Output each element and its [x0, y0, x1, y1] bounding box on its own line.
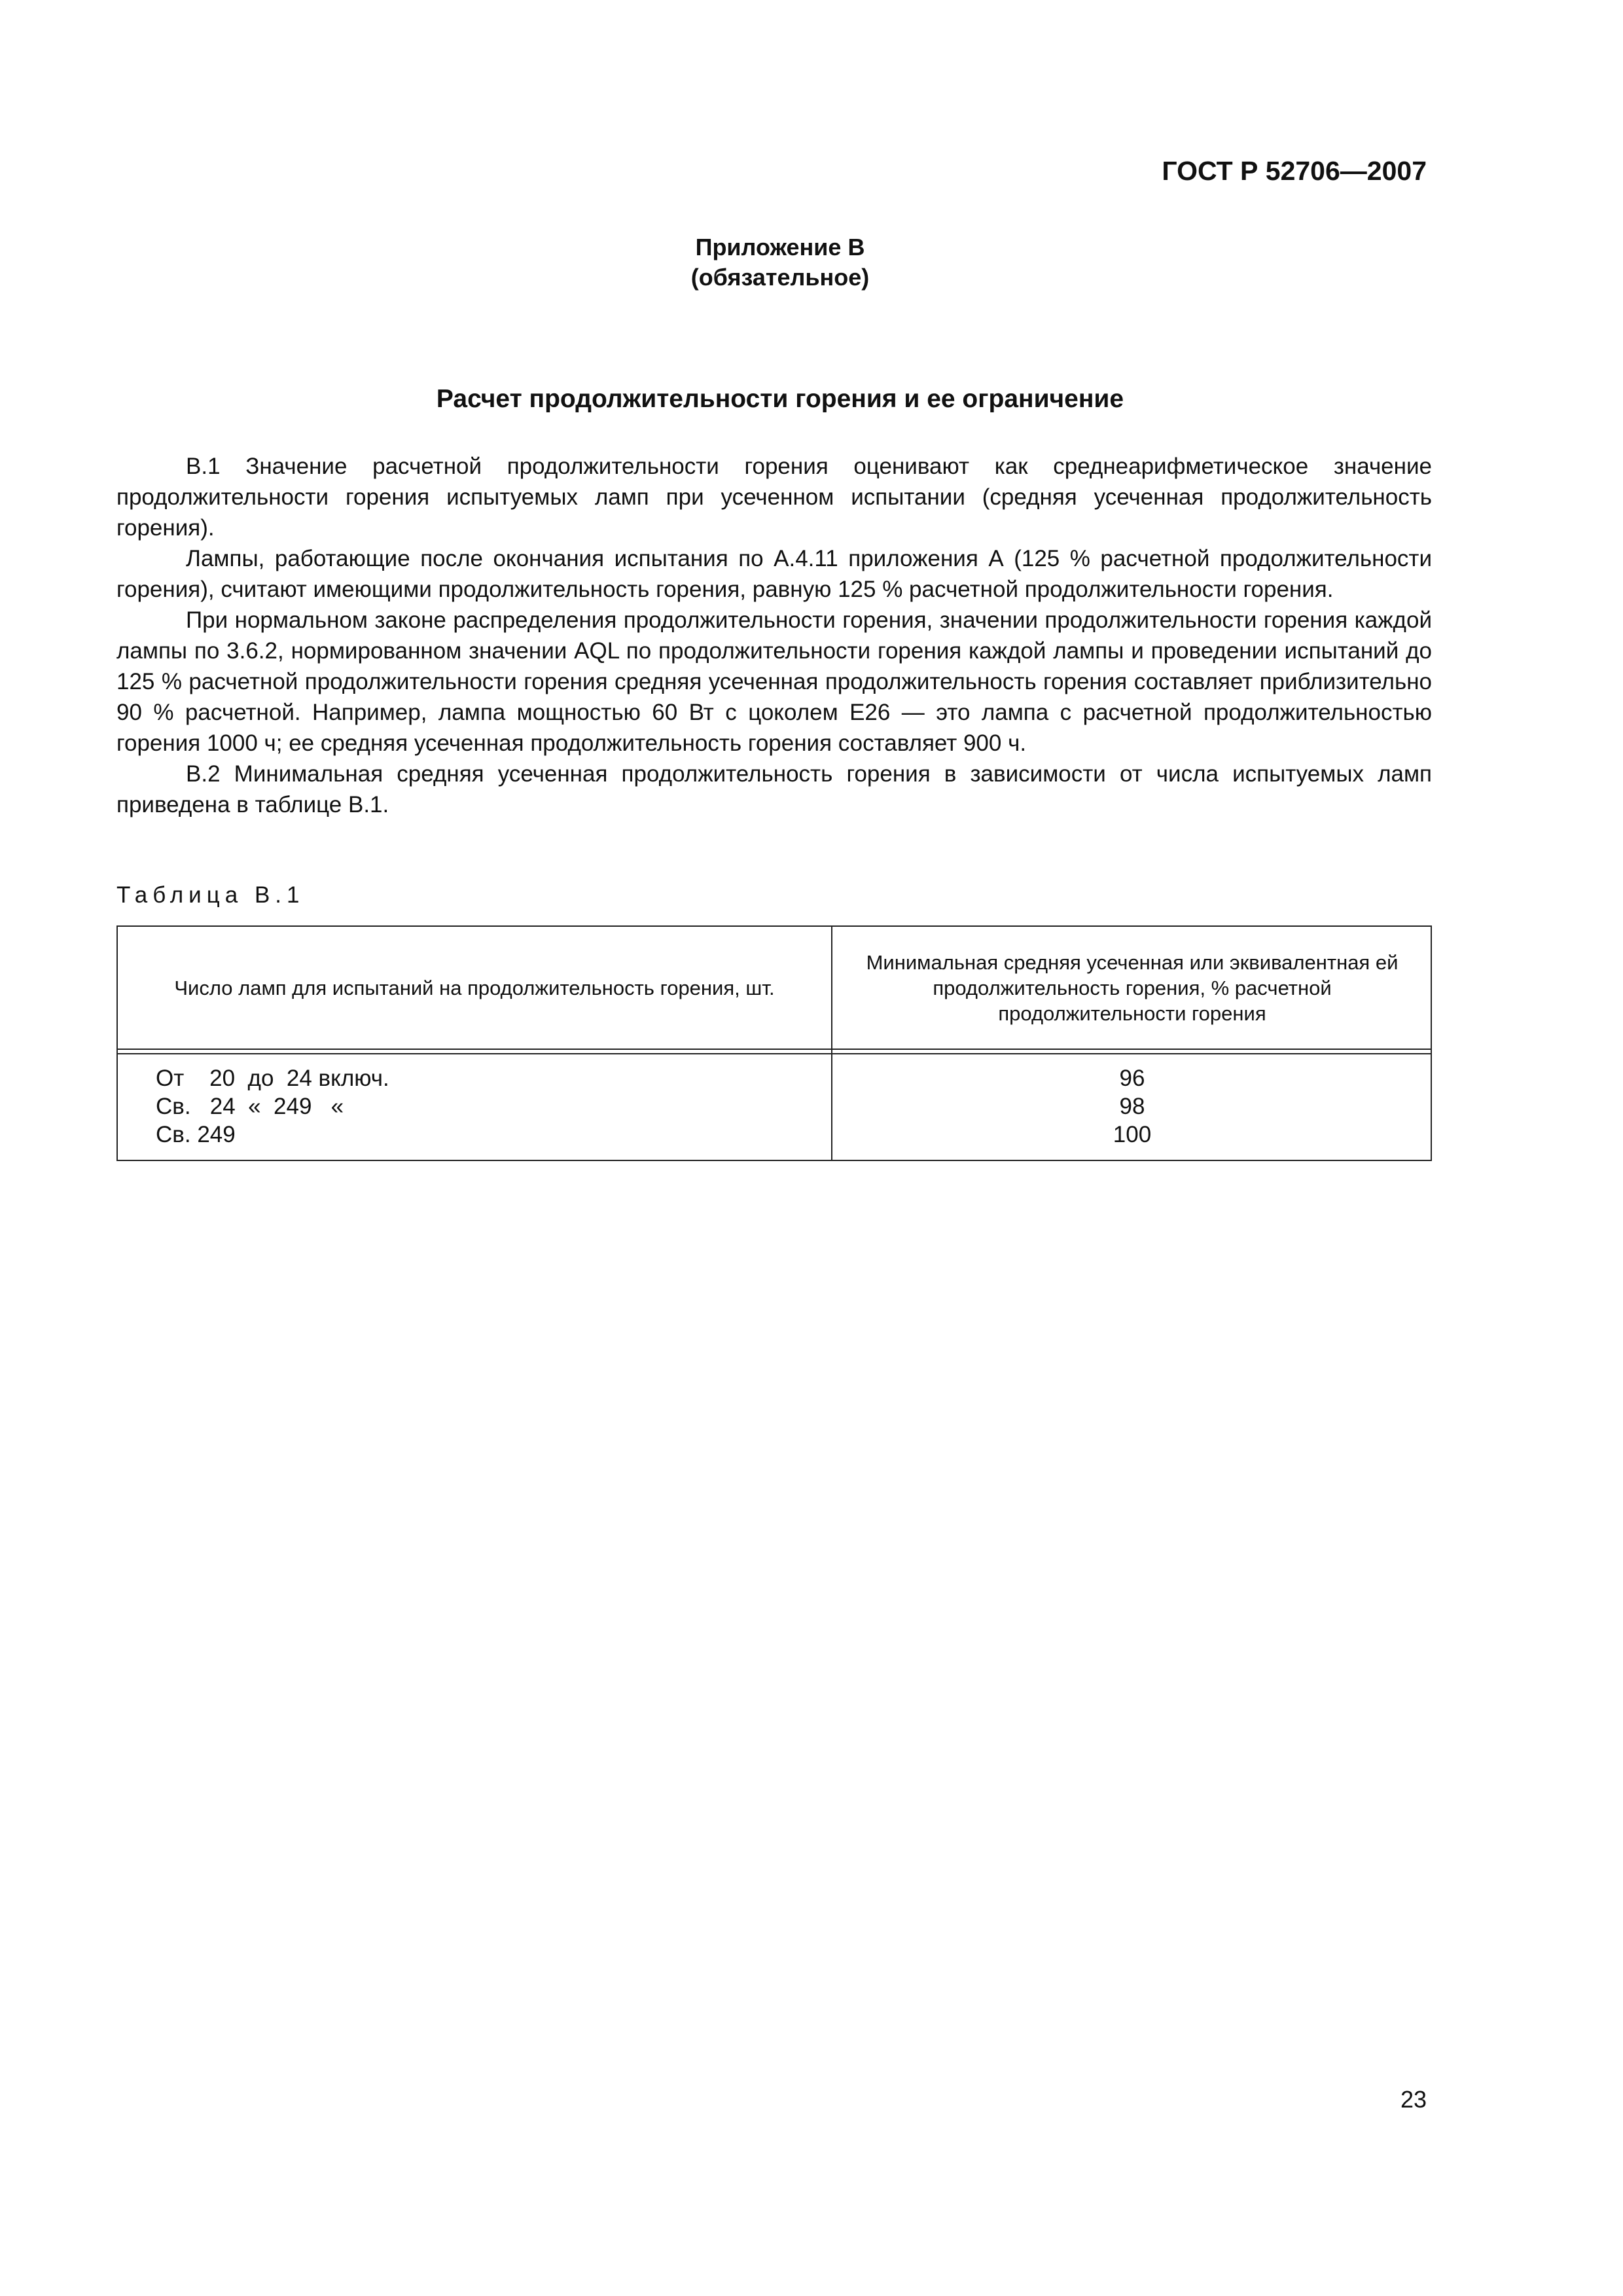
table-cell-value: 96 [1119, 1066, 1145, 1091]
table-cell-lamps: Св. 24 « 249 « [156, 1094, 344, 1119]
table-header-lamp-count: Число ламп для испытаний на продолжительность горения, шт. [174, 976, 775, 999]
table-column-min-duration [832, 1064, 1432, 1149]
table-b1 [116, 925, 1432, 1161]
paragraph-normal-law: При нормальном законе распределения продолжительности горения, значении продолжительности горения каждой лампы по 3.6.2, нормированном значении AQL по продолжительности горения каждой лампы и проведении испытаний до 125 % расчетной продолжительности горения средняя усеченная продолжительность горения составляет приблизительно 90 % расчетной. Например, лампа мощностью 60 Вт с цоколем Е26 — это лампа с расчетной продолжительностью горения 1000 ч; ее средняя усеченная продолжительность горения составляет 900 ч. [116, 607, 1432, 756]
paragraph-b1: В.1 Значение расчетной продолжительности горения оценивают как среднеарифметическое значение продолжительности горения испытуемых ламп при усеченном испытании (средняя усеченная продолжительность горения). [116, 454, 1432, 541]
table-header-divider [118, 1049, 1431, 1050]
annex-title: Приложение В [695, 234, 865, 260]
body-text [116, 451, 1432, 820]
table-header-min-duration: Минимальная средняя усеченная или эквивалентная ей продолжительность горения, % расчетной продолжительности горения [866, 950, 1399, 1025]
table-cell-value: 98 [1119, 1094, 1145, 1119]
table-cell-lamps: Св. 249 [156, 1122, 236, 1147]
table-caption: Таблица В.1 [116, 882, 305, 908]
table-column-lamp-count [156, 1064, 389, 1149]
annex-status: (обязательное) [690, 264, 870, 291]
annex-heading [0, 232, 1560, 293]
document-code: ГОСТ Р 52706—2007 [1162, 156, 1427, 186]
paragraph-b2: В.2 Минимальная средняя усеченная продолжительность горения в зависимости от числа испытуемых ламп приведена в таблице В.1. [116, 761, 1432, 817]
section-title: Расчет продолжительности горения и ее ограничение [436, 385, 1124, 413]
page-number: 23 [1400, 2086, 1427, 2113]
paragraph-lamps: Лампы, работающие после окончания испытания по А.4.11 приложения А (125 % расчетной продолжительности горения), считают имеющими продолжительность горения, равную 125 % расчетной продолжительности горения. [116, 546, 1432, 602]
table-header-divider-double [118, 1053, 1431, 1054]
table-cell-lamps: От 20 до 24 включ. [156, 1066, 389, 1091]
table-cell-value: 100 [1113, 1122, 1152, 1147]
